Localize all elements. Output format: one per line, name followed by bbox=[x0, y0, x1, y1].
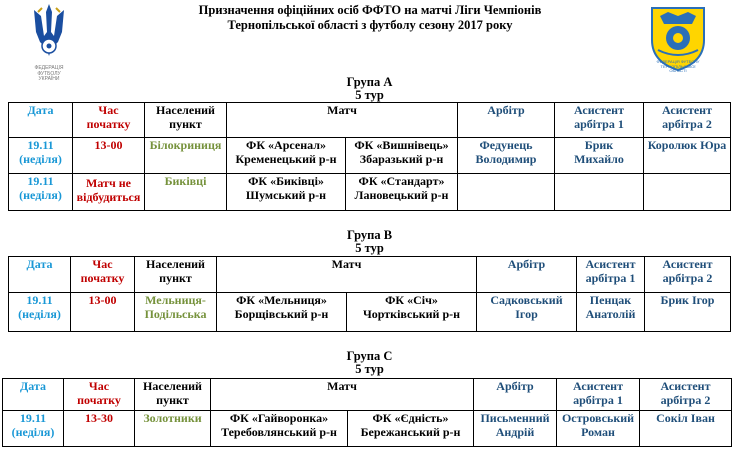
match-time: Матч не відбудиться bbox=[73, 174, 145, 211]
page-title: Призначення офіційних осіб ФФТО на матчі Ліги Чемпіонів Тернопільської області з футболу сезону 2017 року bbox=[198, 3, 542, 32]
logo-caption: УКРАЇНИ bbox=[38, 76, 60, 82]
header-match: Матч bbox=[227, 103, 458, 138]
home-team: ФК «Гайворонка» Теребовлянський р-н bbox=[211, 411, 348, 447]
header-place: Населений пункт bbox=[145, 103, 227, 138]
header-assistant-1: Асистент арбітра 1 bbox=[555, 103, 644, 138]
away-team: ФК «Єдність» Бережанський р-н bbox=[348, 411, 474, 447]
away-team: ФК «Стандарт» Лановецький р-н bbox=[346, 174, 458, 211]
group-c-table bbox=[2, 378, 732, 447]
away-team: ФК «Січ» Чортківський р-н bbox=[347, 293, 477, 332]
referee: Федунець Володимир bbox=[458, 138, 555, 174]
header-date: Дата bbox=[3, 379, 64, 411]
match-place: Мельниця- Подільська bbox=[135, 293, 217, 332]
home-team: ФК «Биківці» Шумський р-н bbox=[227, 174, 346, 211]
match-date: 19.11 (неділя) bbox=[9, 174, 73, 211]
header-match: Матч bbox=[211, 379, 474, 411]
logo-caption: ФЕДЕРАЦІЯ ФУТБОЛУ ТЕРНОПІЛЬСЬКОЇ ОБЛАСТІ bbox=[656, 59, 700, 73]
group-heading: Група А 5 тур bbox=[346, 75, 393, 102]
match-time: 13-30 bbox=[64, 411, 135, 447]
match-time: 13-00 bbox=[73, 138, 145, 174]
table-row bbox=[3, 411, 732, 447]
assistant-2: Сокіл Іван bbox=[640, 411, 732, 447]
header-date: Дата bbox=[9, 103, 73, 138]
group-heading: Група В 5 тур bbox=[346, 228, 393, 255]
header-assistant-2: Асистент арбітра 2 bbox=[640, 379, 732, 411]
match-place: Білокриниця bbox=[145, 138, 227, 174]
table-header-row bbox=[3, 379, 732, 411]
trident-icon bbox=[24, 2, 74, 62]
group-heading: Група С 5 тур bbox=[346, 349, 393, 376]
logo-caption: ФЕДЕРАЦІЯ bbox=[34, 65, 64, 71]
table-row bbox=[9, 293, 731, 332]
assistant-1: Островський Роман bbox=[557, 411, 640, 447]
header-assistant-1: Асистент арбітра 1 bbox=[557, 379, 640, 411]
match-time: 13-00 bbox=[71, 293, 135, 332]
assistant-2 bbox=[644, 174, 731, 211]
assistant-1: Пенцак Анатолій bbox=[577, 293, 645, 332]
ffto-logo bbox=[646, 2, 710, 80]
referee bbox=[458, 174, 555, 211]
assistant-1 bbox=[555, 174, 644, 211]
uaf-logo bbox=[24, 2, 74, 80]
header-referee: Арбітр bbox=[458, 103, 555, 138]
assistant-2: Брик Ігор bbox=[645, 293, 731, 332]
header-time: Час початку bbox=[73, 103, 145, 138]
header-assistant-2: Асистент арбітра 2 bbox=[645, 257, 731, 293]
header-referee: Арбітр bbox=[477, 257, 577, 293]
header-date: Дата bbox=[9, 257, 71, 293]
match-date: 19.11 (неділя) bbox=[9, 293, 71, 332]
header-time: Час початку bbox=[64, 379, 135, 411]
match-place: Золотники bbox=[135, 411, 211, 447]
group-b-table bbox=[8, 256, 731, 332]
header-time: Час початку bbox=[71, 257, 135, 293]
table-row bbox=[9, 138, 731, 174]
table-header-row bbox=[9, 103, 731, 138]
group-a-table bbox=[8, 102, 731, 211]
away-team: ФК «Вишнівець» Збаразький р-н bbox=[346, 138, 458, 174]
table-header-row bbox=[9, 257, 731, 293]
header-referee: Арбітр bbox=[474, 379, 557, 411]
home-team: ФК «Арсенал» Кременецький р-н bbox=[227, 138, 346, 174]
header-match: Матч bbox=[217, 257, 477, 293]
header-assistant-2: Асистент арбітра 2 bbox=[644, 103, 731, 138]
header-place: Населений пункт bbox=[135, 379, 211, 411]
referee: Садковський Ігор bbox=[477, 293, 577, 332]
home-team: ФК «Мельниця» Борщівський р-н bbox=[217, 293, 347, 332]
assistant-1: Брик Михайло bbox=[555, 138, 644, 174]
referee: Письменний Андрій bbox=[474, 411, 557, 447]
match-date: 19.11 (неділя) bbox=[3, 411, 64, 447]
header-assistant-1: Асистент арбітра 1 bbox=[577, 257, 645, 293]
match-place: Биківці bbox=[145, 174, 227, 211]
table-row bbox=[9, 174, 731, 211]
logo-caption: ФУТБОЛУ bbox=[37, 70, 61, 77]
match-date: 19.11 (неділя) bbox=[9, 138, 73, 174]
assistant-2: Королюк Юра bbox=[644, 138, 731, 174]
header-place: Населений пункт bbox=[135, 257, 217, 293]
